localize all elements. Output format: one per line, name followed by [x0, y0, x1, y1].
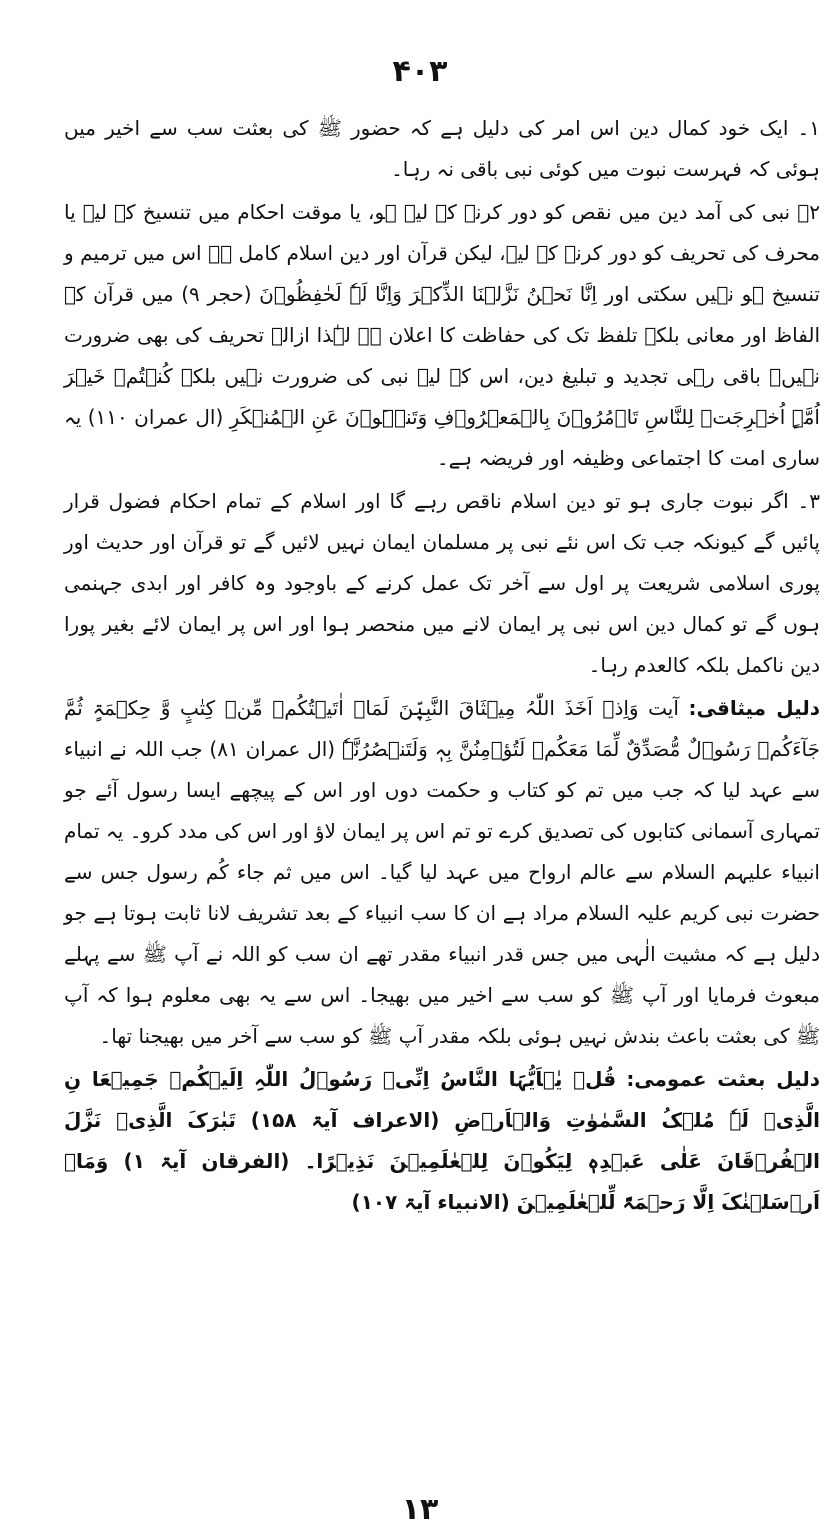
paragraph-5-text: قُلۡ یٰۤاَیُّہَا النَّاسُ اِنِّیۡ رَسُوۡلُ اللّٰہِ اِلَیۡکُمۡ جَمِیۡعَا نِ الَّذِیۡ لَہٗ مُلۡکُ السَّمٰوٰتِ وَالۡاَرۡضِ (الاعراف آیۃ ۱۵۸) تَبٰرَکَ الَّذِیۡ نَزَّلَ الۡفُرۡقَانَ عَلٰی عَبۡدِہٖ لِیَکُوۡنَ لِلۡعٰلَمِیۡنَ نَذِیۡرًا۔ (الفرقان آیۃ ۱) وَمَاۤ اَرۡسَلۡنٰکَ اِلَّا رَحۡمَۃً لِّلۡعٰلَمِیۡنَ (الانبیاء آیۃ ۱۰۷) — [64, 1067, 820, 1214]
footer-page-number: ۱۳ — [401, 1492, 439, 1527]
paragraph-4-heading: دلیل میثاقی: — [688, 696, 821, 720]
header-page-number: ۴۰۳ — [392, 54, 448, 89]
paragraph-5 — [64, 1059, 820, 1223]
paragraph-5-heading: دلیل بعثت عمومی: — [626, 1067, 821, 1091]
paragraph-4 — [64, 688, 820, 1057]
paragraph-1: ۱۔ ایک خود کمال دین اس امر کی دلیل ہے کہ حضور ﷺ کی بعثت سب سے اخیر میں ہوئی کہ فہرست نبوت میں کوئی نبی باقی نہ رہا۔ — [64, 116, 820, 181]
paragraph-4-text: آیت وَاِذۡ اَخَذَ اللّٰہُ مِیۡثَاقَ النَّبِیّٖنَ لَمَاۤ اٰتَیۡتُکُمۡ مِّنۡ کِتٰبٍ وَّ حِکۡمَۃٍ ثُمَّ جَآءَکُمۡ رَسُوۡلٌ مُّصَدِّقٌ لِّمَا مَعَکُمۡ لَتُؤۡمِنُنَّ بِہٖ وَلَتَنۡصُرُنَّہٗ (ال عمران ۸۱) جب اللہ نے انبیاء سے عہد لیا کہ جب میں تم کو کتاب و حکمت دوں اور اس کے پیچھے ایسا رسول آئے جو تمہاری آسمانی کتابوں کی تصدیق کرے تو تم اس پر ایمان لاؤ اور اس کی مدد کرو۔ یہ تمام انبیاء علیہم السلام سے عالم ارواح میں عہد لیا گیا۔ اس میں ثم جاء کُم رسول جس سے حضرت نبی کریم علیہ السلام مراد ہے ان کا سب انبیاء کے بعد تشریف لانا ثابت ہوتا ہے جو دلیل ہے کہ مشیت الٰہی میں جس قدر انبیاء مقدر تھے ان سب کو اللہ نے آپ ﷺ سے پہلے مبعوث فرمایا اور آپ ﷺ کو سب سے اخیر میں بھیجا۔ اس سے یہ بھی معلوم ہوا کہ آپ ﷺ کی بعثت باعث بندش نہیں ہوئی بلکہ مقدر آپ ﷺ کو سب سے آخر میں بھیجنا تھا۔ — [64, 696, 821, 1048]
paragraph-2: ۲۔ نبی کی آمد دین میں نقص کو دور کرنے کے لیے ہو، یا موقت احکام میں تنسیخ کے لیے یا محرف کی تحریف کو دور کرنے کے لیے، لیکن قرآن اور دین اسلام کامل ہے اس میں ترمیم و تنسیخ ہو نہیں سکتی اور اِنَّا نَحۡنُ نَزَّلۡنَا الذِّکۡرَ وَاِنَّا لَہٗ لَحٰفِظُوۡنَ (حجر ۹) میں قرآن کے الفاظ اور معانی بلکہ تلفظ تک کی حفاظت کا اعلان ہے لہٰذا ازالہ تحریف کی بھی ضرورت نہیں۔ باقی رہی تجدید و تبلیغ دین، اس کے لیے نبی کی ضرورت نہیں بلکہ کُنۡتُمۡ خَیۡرَ اُمَّۃٍ اُخۡرِجَتۡ لِلنَّاسِ تَاۡمُرُوۡنَ بِالۡمَعۡرُوۡفِ وَتَنۡہَوۡنَ عَنِ الۡمُنۡکَرِ (ال عمران ۱۱۰) یہ ساری امت کا اجتماعی وظیفہ اور فریضہ ہے۔ — [64, 200, 820, 470]
body-text — [64, 108, 820, 1225]
paragraph-3: ۳۔ اگر نبوت جاری ہو تو دین اسلام ناقص رہے گا اور اسلام کے تمام احکام فضول قرار پائیں گے کیونکہ جب تک اس نئے نبی پر مسلمان ایمان نہیں لائیں گے تو قرآن اور حدیث اور پوری اسلامی شریعت پر اول سے آخر تک عمل کرنے کے باوجود وہ کافر اور ابدی جہنمی ہوں گے تو کمال دین اس نبی پر ایمان لانے میں منحصر ہوا اور اس پر ایمان لائے بغیر پورا دین ناکمل بلکہ کالعدم رہا۔ — [64, 489, 820, 677]
